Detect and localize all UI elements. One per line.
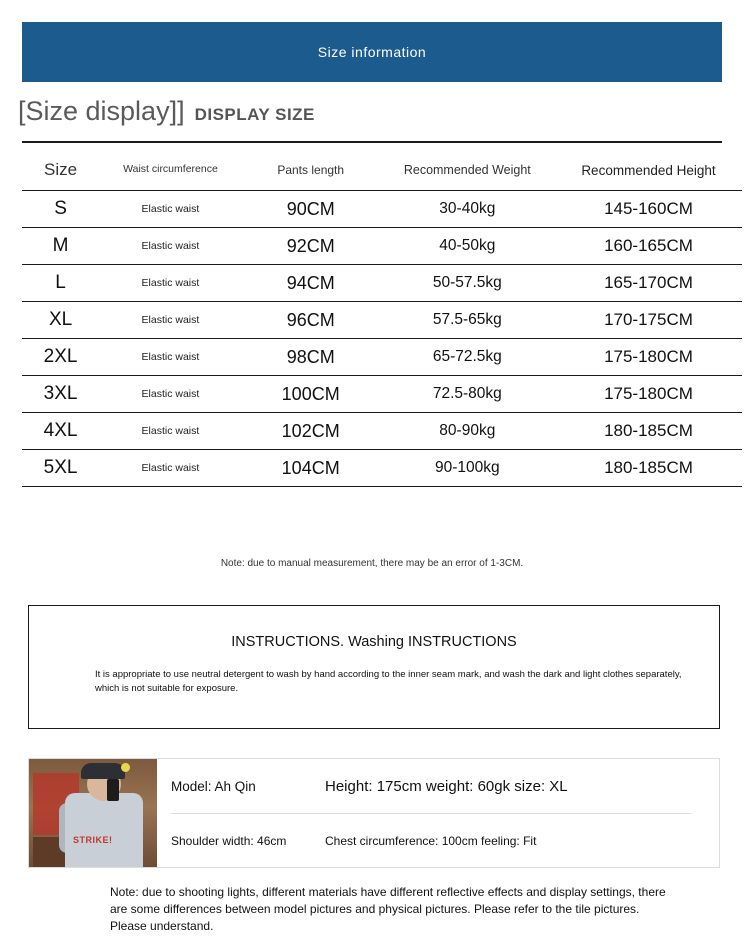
column-header-size: Size — [22, 152, 99, 191]
model-height-weight-size: Height: 175cm weight: 60gk size: XL — [325, 777, 568, 795]
cell-size: 4XL — [22, 413, 99, 450]
cell-height: 180-185CM — [555, 413, 742, 450]
table-row — [22, 265, 742, 302]
washing-instructions-body: It is appropriate to use neutral detergent to wash by hand according to the inner seam mark, and wash the dark and light clothes separately, which is not suitable for exposure. — [95, 669, 682, 695]
photo-cap — [81, 763, 125, 779]
cell-weight: 65-72.5kg — [380, 339, 555, 376]
cell-height: 175-180CM — [555, 376, 742, 413]
cell-weight: 80-90kg — [380, 413, 555, 450]
cell-height: 160-165CM — [555, 228, 742, 265]
size-table-container — [22, 152, 742, 487]
cell-length: 102CM — [242, 413, 380, 450]
cell-length: 92CM — [242, 228, 380, 265]
cell-length: 90CM — [242, 191, 380, 228]
cell-waist: Elastic waist — [99, 228, 242, 265]
cell-weight: 50-57.5kg — [380, 265, 555, 302]
cell-size: M — [22, 228, 99, 265]
model-details — [157, 759, 719, 867]
cell-height: 180-185CM — [555, 450, 742, 487]
cell-weight: 57.5-65kg — [380, 302, 555, 339]
heading-primary: [Size display]] — [18, 96, 185, 126]
cell-size: L — [22, 265, 99, 302]
model-info-card — [28, 758, 720, 868]
table-row — [22, 302, 742, 339]
photo-print-text: STRIKE! — [73, 835, 113, 845]
photo-light-dot — [121, 763, 130, 772]
table-row — [22, 376, 742, 413]
cell-size: 3XL — [22, 376, 99, 413]
display-size-heading — [18, 96, 732, 127]
cell-waist: Elastic waist — [99, 413, 242, 450]
washing-instructions-box — [28, 605, 720, 729]
table-row — [22, 191, 742, 228]
model-shoulder-width: Shoulder width: 46cm — [171, 833, 287, 848]
table-row — [22, 413, 742, 450]
table-header-row — [22, 152, 742, 191]
cell-waist: Elastic waist — [99, 191, 242, 228]
cell-waist: Elastic waist — [99, 339, 242, 376]
banner-title: Size information — [317, 44, 427, 60]
column-header-waist: Waist circumference — [99, 152, 242, 191]
cell-waist: Elastic waist — [99, 450, 242, 487]
table-row — [22, 450, 742, 487]
cell-size: XL — [22, 302, 99, 339]
cell-length: 100CM — [242, 376, 380, 413]
cell-length: 94CM — [242, 265, 380, 302]
model-name: Model: Ah Qin — [171, 778, 256, 794]
model-chest-circumference: Chest circumference: 100cm feeling: Fit — [325, 833, 537, 848]
cell-waist: Elastic waist — [99, 302, 242, 339]
cell-height: 165-170CM — [555, 265, 742, 302]
cell-height: 175-180CM — [555, 339, 742, 376]
cell-size: 2XL — [22, 339, 99, 376]
cell-weight: 72.5-80kg — [380, 376, 555, 413]
photo-phone — [107, 779, 119, 801]
cell-height: 170-175CM — [555, 302, 742, 339]
size-table — [22, 152, 742, 487]
model-row-top — [157, 759, 719, 813]
heading-divider — [22, 141, 722, 143]
cell-waist: Elastic waist — [99, 376, 242, 413]
cell-height: 145-160CM — [555, 191, 742, 228]
column-header-pants-length: Pants length — [242, 152, 380, 191]
measurement-note: Note: due to manual measurement, there may be an error of 1-3CM. — [220, 558, 524, 569]
size-information-banner — [22, 22, 722, 82]
heading-secondary: DISPLAY SIZE — [194, 105, 315, 124]
shooting-note: Note: due to shooting lights, different materials have different reflective effects and display settings, there are some differences between model pictures and physical pictures. Please refer to the tile pictures. Please understand. — [110, 885, 666, 934]
cell-size: 5XL — [22, 450, 99, 487]
cell-waist: Elastic waist — [99, 265, 242, 302]
column-header-recommended-weight: Recommended Weight — [380, 152, 555, 191]
photo-sweatshirt — [65, 793, 143, 867]
table-row — [22, 228, 742, 265]
model-row-bottom — [157, 814, 719, 867]
cell-weight: 30-40kg — [380, 191, 555, 228]
cell-length: 104CM — [242, 450, 380, 487]
cell-length: 96CM — [242, 302, 380, 339]
model-photo — [29, 759, 157, 867]
table-row — [22, 339, 742, 376]
cell-weight: 90-100kg — [380, 450, 555, 487]
washing-instructions-title: INSTRUCTIONS. Washing INSTRUCTIONS — [231, 634, 517, 650]
cell-size: S — [22, 191, 99, 228]
cell-weight: 40-50kg — [380, 228, 555, 265]
column-header-recommended-height: Recommended Height — [555, 152, 742, 191]
cell-length: 98CM — [242, 339, 380, 376]
